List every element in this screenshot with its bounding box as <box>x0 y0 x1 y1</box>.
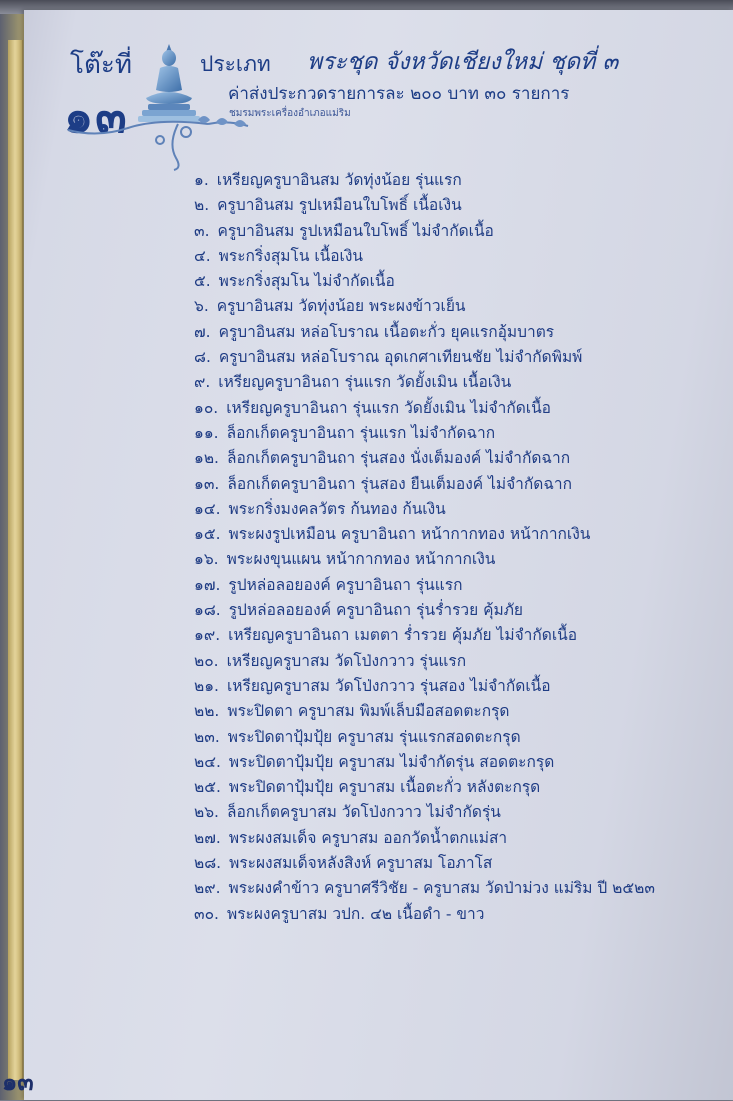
item-text: พระปิดตาปุ้มปุ้ย ครูบาสม ไม่จำกัดรุ่น สอดตะกรุด <box>228 752 555 771</box>
list-item <box>194 219 655 244</box>
list-item <box>194 294 655 319</box>
list-item <box>194 522 655 547</box>
list-item <box>194 876 655 901</box>
item-number: ๙. <box>194 373 211 392</box>
item-text: พระผงสมเด็จหลังสิงห์ ครูบาสม โอภาโส <box>229 854 493 873</box>
item-text: ล็อกเก็ตครูบาอินถา รุ่นสอง ยืนเต็มองค์ ไม่จำกัดฉาก <box>227 474 572 493</box>
category-value: พระชุด จังหวัดเชียงใหม่ ชุดที่ ๓ <box>307 49 619 75</box>
item-text: พระผงคำข้าว ครูบาศรีวิชัย - ครูบาสม วัดป่าม่วง แม่ริม ปี ๒๕๒๓ <box>228 879 655 898</box>
list-item <box>194 269 655 294</box>
item-number: ๒๖. <box>194 803 219 822</box>
item-number: ๑๙. <box>194 626 221 645</box>
book-spine <box>8 40 23 1080</box>
item-number: ๑๐. <box>194 398 219 417</box>
item-text: พระกริ่งมงคลวัตร ก้นทอง ก้นเงิน <box>228 499 446 518</box>
entry-fee-line: ค่าส่งประกวดรายการละ ๒๐๐ บาท ๓๐ รายการ <box>228 84 570 104</box>
item-text: ครูบาอินสม รูปเหมือนใบโพธิ์ เนื้อเงิน <box>217 196 462 215</box>
item-text: พระผงครูบาสม วปก. ๔๒ เนื้อดำ - ขาว <box>226 904 485 923</box>
item-text: ครูบาอินสม หล่อโบราณ อุดเกศาเทียนชัย ไม่จำกัดพิมพ์ <box>218 348 583 367</box>
item-number: ๑๗. <box>194 575 221 594</box>
item-text: พระกริ่งสุมโน ไม่จำกัดเนื้อ <box>218 272 395 291</box>
item-text: เหรียญครูบาอินถา เมตตา ร่ำรวย คุ้มภัย ไม่จำกัดเนื้อ <box>228 626 578 645</box>
list-item <box>194 598 655 623</box>
item-number: ๖. <box>194 297 209 316</box>
list-item <box>194 370 655 395</box>
list-item <box>194 775 655 800</box>
list-item <box>194 674 655 699</box>
table-number: ๑๓ <box>64 89 129 143</box>
item-text: เหรียญครูบาสม วัดโป่งกวาว รุ่นแรก <box>226 651 467 670</box>
list-item <box>194 396 655 421</box>
amulet-list <box>194 168 655 927</box>
list-item <box>194 193 655 218</box>
item-text: พระผงสมเด็จ ครูบาสม ออกวัดน้ำตกแม่สา <box>228 828 508 847</box>
item-text: ครูบาอินสม รูปเหมือนใบโพธิ์ ไม่จำกัดเนื้อ <box>217 221 494 240</box>
category-label: ประเภท <box>200 52 271 76</box>
item-text: ครูบาอินสม หล่อโบราณ เนื้อตะกั่ว ยุคแรกอุ้มบาตร <box>218 322 555 341</box>
item-number: ๑๘. <box>194 601 221 620</box>
item-number: ๑๒. <box>194 449 219 468</box>
list-item <box>194 421 655 446</box>
list-item <box>194 573 655 598</box>
list-item <box>194 244 655 269</box>
item-text: เหรียญครูบาอินสม วัดทุ่งน้อย รุ่นแรก <box>216 171 462 189</box>
item-number: ๑๕. <box>194 525 221 544</box>
item-number: ๑๖. <box>194 550 219 569</box>
item-number: ๗. <box>194 322 211 341</box>
item-text: พระผงขุนแผน หน้ากากทอง หน้ากากเงิน <box>226 550 496 569</box>
item-text: พระปิดตาปุ้มปุ้ย ครูบาสม รุ่นแรกสอดตะกรุด <box>227 727 521 746</box>
list-item <box>194 725 655 750</box>
item-text: พระปิดตาปุ้มปุ้ย ครูบาสม เนื้อตะกั่ว หลังตะกรุด <box>228 778 541 797</box>
list-item <box>194 902 655 927</box>
club-name: ชมรมพระเครื่องอำเภอแม่ริม <box>229 108 351 119</box>
item-number: ๕. <box>194 272 211 291</box>
item-number: ๒๔. <box>194 752 221 771</box>
list-item <box>194 800 655 825</box>
item-number: ๑๔. <box>194 499 221 518</box>
list-item <box>194 851 655 876</box>
item-number: ๓๐. <box>194 904 219 923</box>
item-number: ๑๑. <box>194 423 219 442</box>
page-number: ๑๓ <box>2 1067 34 1096</box>
list-item <box>194 750 655 775</box>
item-number: ๑๓. <box>194 474 220 493</box>
item-text: เหรียญครูบาอินถา รุ่นแรก วัดยั้งเมิน ไม่จำกัดเนื้อ <box>226 398 551 417</box>
list-item <box>194 547 655 572</box>
page-header <box>24 10 733 180</box>
item-text: เหรียญครูบาอินถา รุ่นแรก วัดยั้งเมิน เนื้อเงิน <box>218 373 512 392</box>
item-number: ๒๓. <box>194 727 220 746</box>
item-text: ล็อกเก็ตครูบาอินถา รุ่นสอง นั่งเต็มองค์ ไม่จำกัดฉาก <box>226 449 571 468</box>
list-item <box>194 446 655 471</box>
item-text: รูปหล่อลอยองค์ ครูบาอินถา รุ่นแรก <box>228 575 463 594</box>
list-item <box>194 699 655 724</box>
item-number: ๒๙. <box>194 879 221 898</box>
list-item <box>194 623 655 648</box>
list-item <box>194 649 655 674</box>
item-text: รูปหล่อลอยองค์ ครูบาอินถา รุ่นร่ำรวย คุ้มภัย <box>228 601 524 620</box>
item-number: ๓. <box>194 221 210 240</box>
item-text: ล็อกเก็ตครูบาสม วัดโป่งกวาว ไม่จำกัดรุ่น <box>226 803 501 822</box>
item-number: ๒๘. <box>194 854 222 873</box>
item-text: เหรียญครูบาสม วัดโป่งกวาว รุ่นสอง ไม่จำกัดเนื้อ <box>226 676 551 695</box>
list-item <box>194 345 655 370</box>
item-number: ๒. <box>194 196 210 215</box>
item-number: ๒๗. <box>194 828 221 847</box>
list-item <box>194 472 655 497</box>
item-text: พระปิดตา ครูบาสม พิมพ์เล็บมือสอดตะกรุด <box>227 702 510 721</box>
item-number: ๒๑. <box>194 676 219 695</box>
item-text: พระกริ่งสุมโน เนื้อเงิน <box>218 246 364 265</box>
list-item <box>194 168 655 193</box>
item-number: ๘. <box>194 348 211 367</box>
item-number: ๒๐. <box>194 651 219 670</box>
table-label: โต๊ะที่ <box>70 50 132 80</box>
list-item <box>194 826 655 851</box>
item-number: ๔. <box>194 246 211 265</box>
item-text: ครูบาอินสม วัดทุ่งน้อย พระผงข้าวเย็น <box>216 297 466 316</box>
item-number: ๒๒. <box>194 702 220 721</box>
list-item <box>194 320 655 345</box>
document-page <box>24 10 733 1100</box>
item-text: พระผงรูปเหมือน ครูบาอินถา หน้ากากทอง หน้ากากเงิน <box>228 525 591 544</box>
item-number: ๑. <box>194 171 209 189</box>
list-item <box>194 497 655 522</box>
item-number: ๒๕. <box>194 778 221 797</box>
item-text: ล็อกเก็ตครูบาอินถา รุ่นแรก ไม่จำกัดฉาก <box>226 423 496 442</box>
